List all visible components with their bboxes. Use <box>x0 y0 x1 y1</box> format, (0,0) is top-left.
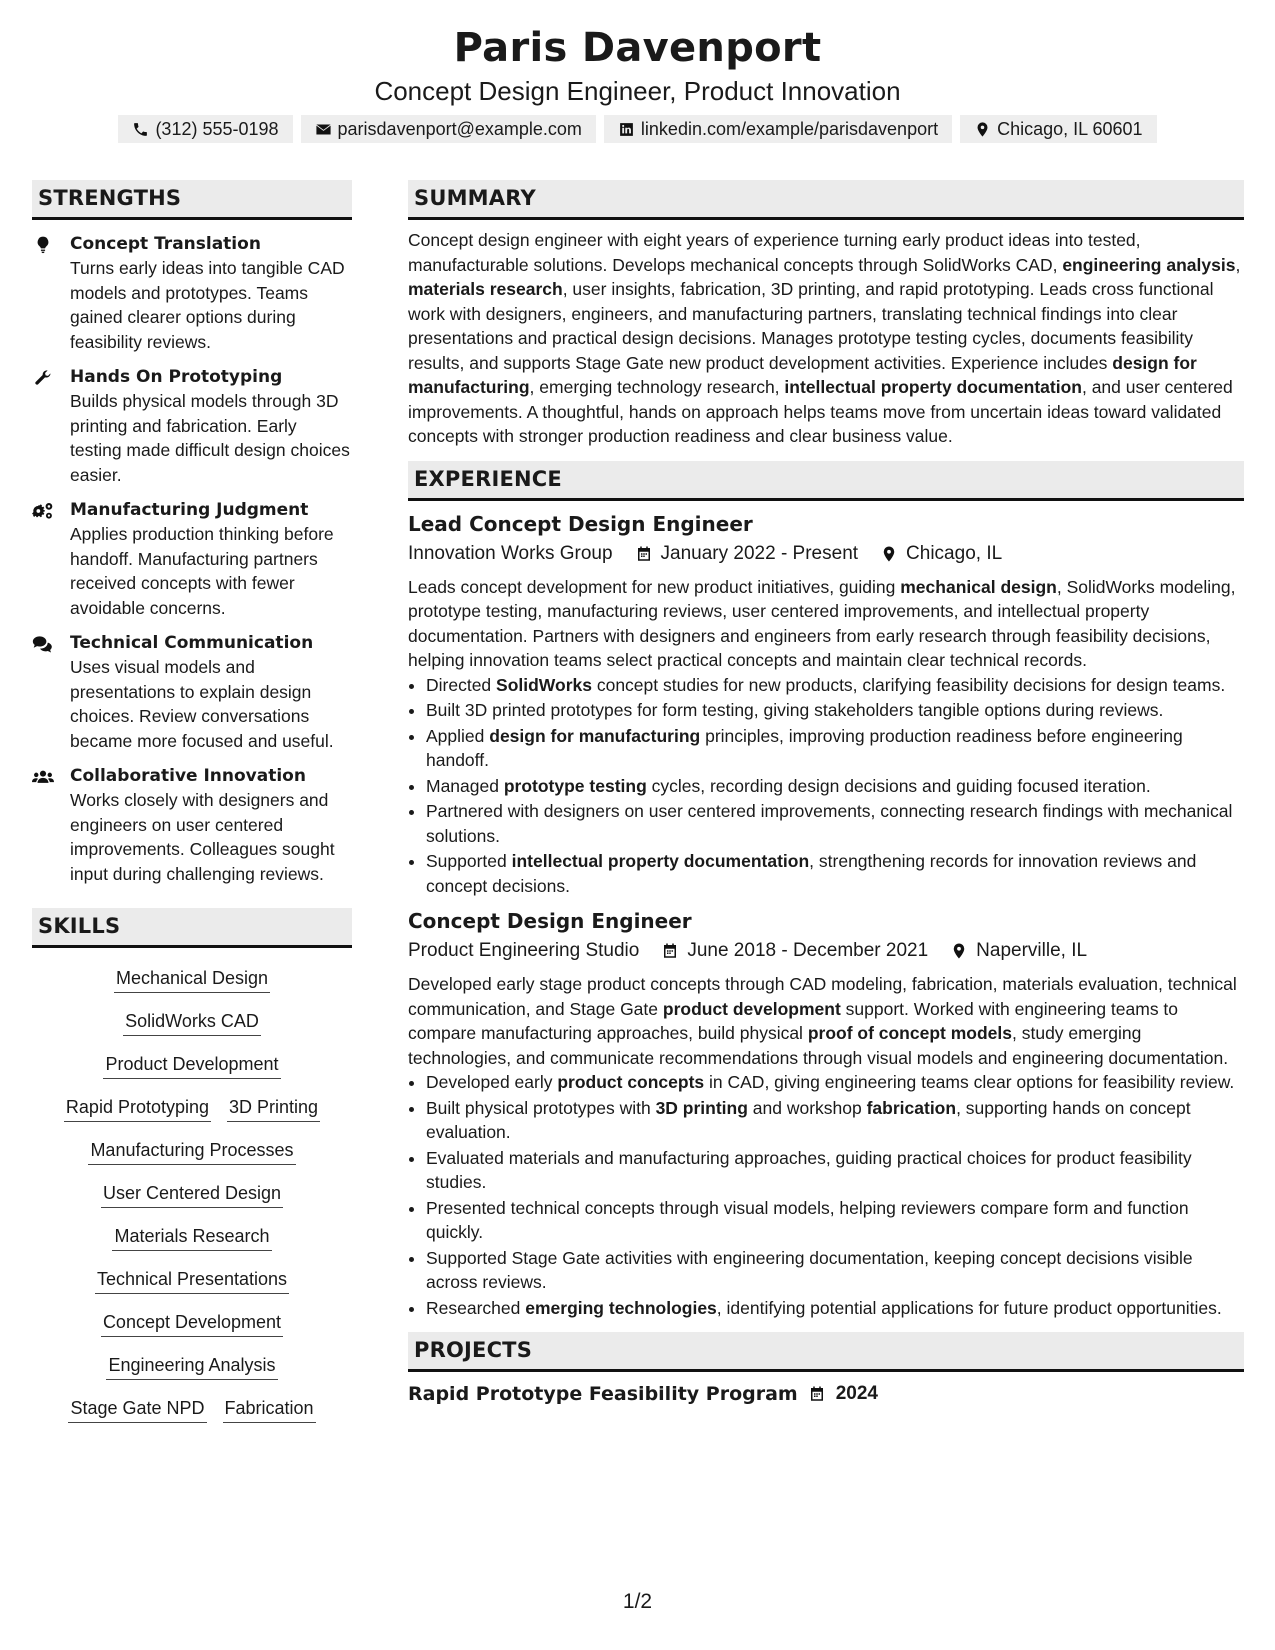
location-text: Chicago, IL 60601 <box>997 119 1143 139</box>
list-item: • Evaluated materials and manufacturing approaches, guiding practical choices for product feasibility studies. <box>426 1146 1244 1195</box>
strength-desc: Uses visual models and presentations to explain design choices. Review conversations became more focused and useful. <box>70 657 334 751</box>
skill-row <box>64 1093 320 1122</box>
skill-tag: Mechanical Design <box>114 964 270 993</box>
contact-linkedin[interactable] <box>604 115 952 143</box>
page-number: 1/2 <box>622 1590 653 1613</box>
skill-tag: Fabrication <box>223 1394 316 1423</box>
strength-title: Concept Translation <box>70 234 261 254</box>
lightbulb-icon <box>32 235 54 255</box>
list-item: • Applied design for manufacturing principles, improving production readiness before engineering handoff. <box>426 724 1244 773</box>
contact-email[interactable] <box>301 115 596 143</box>
job-meta <box>408 539 1244 569</box>
candidate-title: Concept Design Engineer, Product Innovation <box>374 76 901 106</box>
skill-row <box>88 1136 295 1165</box>
skill-row <box>101 1308 283 1337</box>
project-year: 2024 <box>835 1383 879 1404</box>
job-bullets <box>408 1070 1244 1320</box>
list-item: • Built 3D printed prototypes for form testing, giving stakeholders tangible options during reviews. <box>426 698 1244 723</box>
users-icon <box>32 767 54 787</box>
strength-desc: Turns early ideas into tangible CAD models and prototypes. Teams gained clearer options during feasibility reviews. <box>70 258 345 352</box>
contact-phone[interactable] <box>118 115 292 143</box>
list-item: • Researched emerging technologies, identifying potential applications for future product opportunities. <box>426 1296 1244 1321</box>
strength-title: Technical Communication <box>70 633 314 653</box>
skill-row <box>68 1394 315 1423</box>
list-item: • Supported intellectual property documentation, strengthening records for innovation reviews and concept decisions. <box>426 849 1244 898</box>
resume-header <box>0 20 1275 143</box>
experience-heading: EXPERIENCE <box>408 461 1244 501</box>
skill-tag: Stage Gate NPD <box>68 1394 206 1423</box>
skill-tag: User Centered Design <box>101 1179 283 1208</box>
job-title: Concept Design Engineer <box>408 909 692 933</box>
strength-title: Collaborative Innovation <box>70 766 306 786</box>
strength-title: Manufacturing Judgment <box>70 500 309 520</box>
skill-tag: Rapid Prototyping <box>64 1093 211 1122</box>
strength-desc: Builds physical models through 3D printing and fabrication. Early testing made difficult design choices easier. <box>70 391 350 485</box>
list-item <box>32 631 352 753</box>
linkedin-icon <box>618 121 635 138</box>
linkedin-text: linkedin.com/example/parisdavenport <box>640 119 939 139</box>
list-item <box>32 365 352 487</box>
list-item: • Developed early product concepts in CAD, giving engineering teams clear options for feasibility review. <box>426 1070 1244 1095</box>
job-meta <box>408 936 1244 966</box>
list-item: • Presented technical concepts through visual models, helping reviewers compare form and function quickly. <box>426 1196 1244 1245</box>
calendar-icon <box>808 1385 826 1403</box>
list-item: • Directed SolidWorks concept studies for new products, clarifying feasibility decisions for design teams. <box>426 673 1244 698</box>
skill-row <box>114 964 270 993</box>
location-icon <box>880 545 898 563</box>
skill-tag: 3D Printing <box>227 1093 320 1122</box>
summary-text: Concept design engineer with eight years of experience turning early product ideas into tested, manufacturable solutions. Develops mechanical concepts through SolidWorks CAD, engineering analysis, materials research, user insights, fabrication, 3D printing, and rapid prototyping. Leads cross functional work with designers, engineers, and manufacturing partners, translating technical findings into clear presentations and practical design decisions. Manages prototype testing cycles, documents feasibility results, and supports Stage Gate new product development activities. Experience includes design for manufacturing, emerging technology research, intellectual property documentation, and user centered improvements. A thoughtful, hands on approach helps teams move from uncertain ideas toward validated concepts with stronger production readiness and clear business value. <box>408 230 1241 446</box>
contact-bar <box>0 115 1275 143</box>
list-item: • Built physical prototypes with 3D printing and workshop fabrication, supporting hands on concept evaluation. <box>426 1096 1244 1145</box>
list-item <box>32 764 352 886</box>
email-text: parisdavenport@example.com <box>337 119 582 139</box>
chat-bubbles-icon <box>32 634 54 654</box>
contact-location <box>960 115 1156 143</box>
list-item: • Partnered with designers on user centered improvements, connecting research findings with mechanical solutions. <box>426 799 1244 848</box>
phone-text: (312) 555-0198 <box>155 119 279 139</box>
strength-desc: Works closely with designers and engineers on user centered improvements. Colleagues sought input during challenging reviews. <box>70 790 335 884</box>
job-company: Product Engineering Studio <box>408 940 640 961</box>
wrench-icon <box>32 368 54 388</box>
skill-row <box>112 1222 271 1251</box>
strengths-heading: STRENGTHS <box>32 180 352 220</box>
job-location: Naperville, IL <box>976 940 1088 961</box>
project-title: Rapid Prototype Feasibility Program <box>408 1383 798 1405</box>
list-item: • Supported Stage Gate activities with engineering documentation, keeping concept decisions visible across reviews. <box>426 1246 1244 1295</box>
job-dates: June 2018 - December 2021 <box>687 940 929 961</box>
right-column <box>408 180 1244 1408</box>
skill-tag: Engineering Analysis <box>106 1351 277 1380</box>
list-item: • Managed prototype testing cycles, recording design decisions and guiding focused iteration. <box>426 774 1244 799</box>
strength-desc: Applies production thinking before handoff. Manufacturing partners received concepts with fewer avoidable concerns. <box>70 524 334 618</box>
skill-row <box>95 1265 289 1294</box>
phone-icon <box>132 121 149 138</box>
list-item <box>32 232 352 354</box>
job-bullets <box>408 673 1244 899</box>
strength-title: Hands On Prototyping <box>70 367 283 387</box>
skill-tag: Product Development <box>103 1050 280 1079</box>
email-icon <box>315 121 332 138</box>
job-company: Innovation Works Group <box>408 542 613 564</box>
job-description: Developed early stage product concepts through CAD modeling, fabrication, materials evaluation, technical communication, and Stage Gate product development support. Worked with engineering teams to compare manufacturing approaches, build physical proof of concept models, study emerging technologies, and communicate recommendations through visual models and engineering documentation. <box>408 974 1237 1068</box>
calendar-icon <box>661 942 679 960</box>
job-description: Leads concept development for new product initiatives, guiding mechanical design, SolidWorks modeling, prototype testing, manufacturing reviews, user centered improvements, and intellectual property documentation. Partners with designers and engineers from early research through feasibility decisions, helping innovation teams select practical concepts and maintain clear technical records. <box>408 576 1236 670</box>
skill-row <box>103 1050 280 1079</box>
summary-heading: SUMMARY <box>408 180 1244 220</box>
skill-tag: Materials Research <box>112 1222 271 1251</box>
list-item <box>32 498 352 620</box>
job-entry <box>408 509 1244 899</box>
skills-heading: SKILLS <box>32 908 352 948</box>
skill-tag: SolidWorks CAD <box>123 1007 261 1036</box>
skill-tag: Manufacturing Processes <box>88 1136 295 1165</box>
calendar-icon <box>635 545 653 563</box>
skill-row <box>106 1351 277 1380</box>
projects-heading: PROJECTS <box>408 1332 1244 1372</box>
job-entry <box>408 906 1244 1320</box>
skill-tag: Technical Presentations <box>95 1265 289 1294</box>
job-title: Lead Concept Design Engineer <box>408 511 753 536</box>
skill-tag: Concept Development <box>101 1308 283 1337</box>
experience-list <box>408 509 1244 1321</box>
location-icon <box>950 942 968 960</box>
skill-row <box>123 1007 261 1036</box>
project-item <box>408 1380 1244 1408</box>
strengths-list <box>32 232 352 886</box>
skills-list <box>32 964 352 1437</box>
job-location: Chicago, IL <box>906 542 1003 564</box>
skill-row <box>101 1179 283 1208</box>
left-column <box>32 180 352 1437</box>
gears-icon <box>32 501 54 521</box>
location-icon <box>974 121 991 138</box>
candidate-name: Paris Davenport <box>453 25 822 71</box>
job-dates: January 2022 - Present <box>660 542 859 564</box>
